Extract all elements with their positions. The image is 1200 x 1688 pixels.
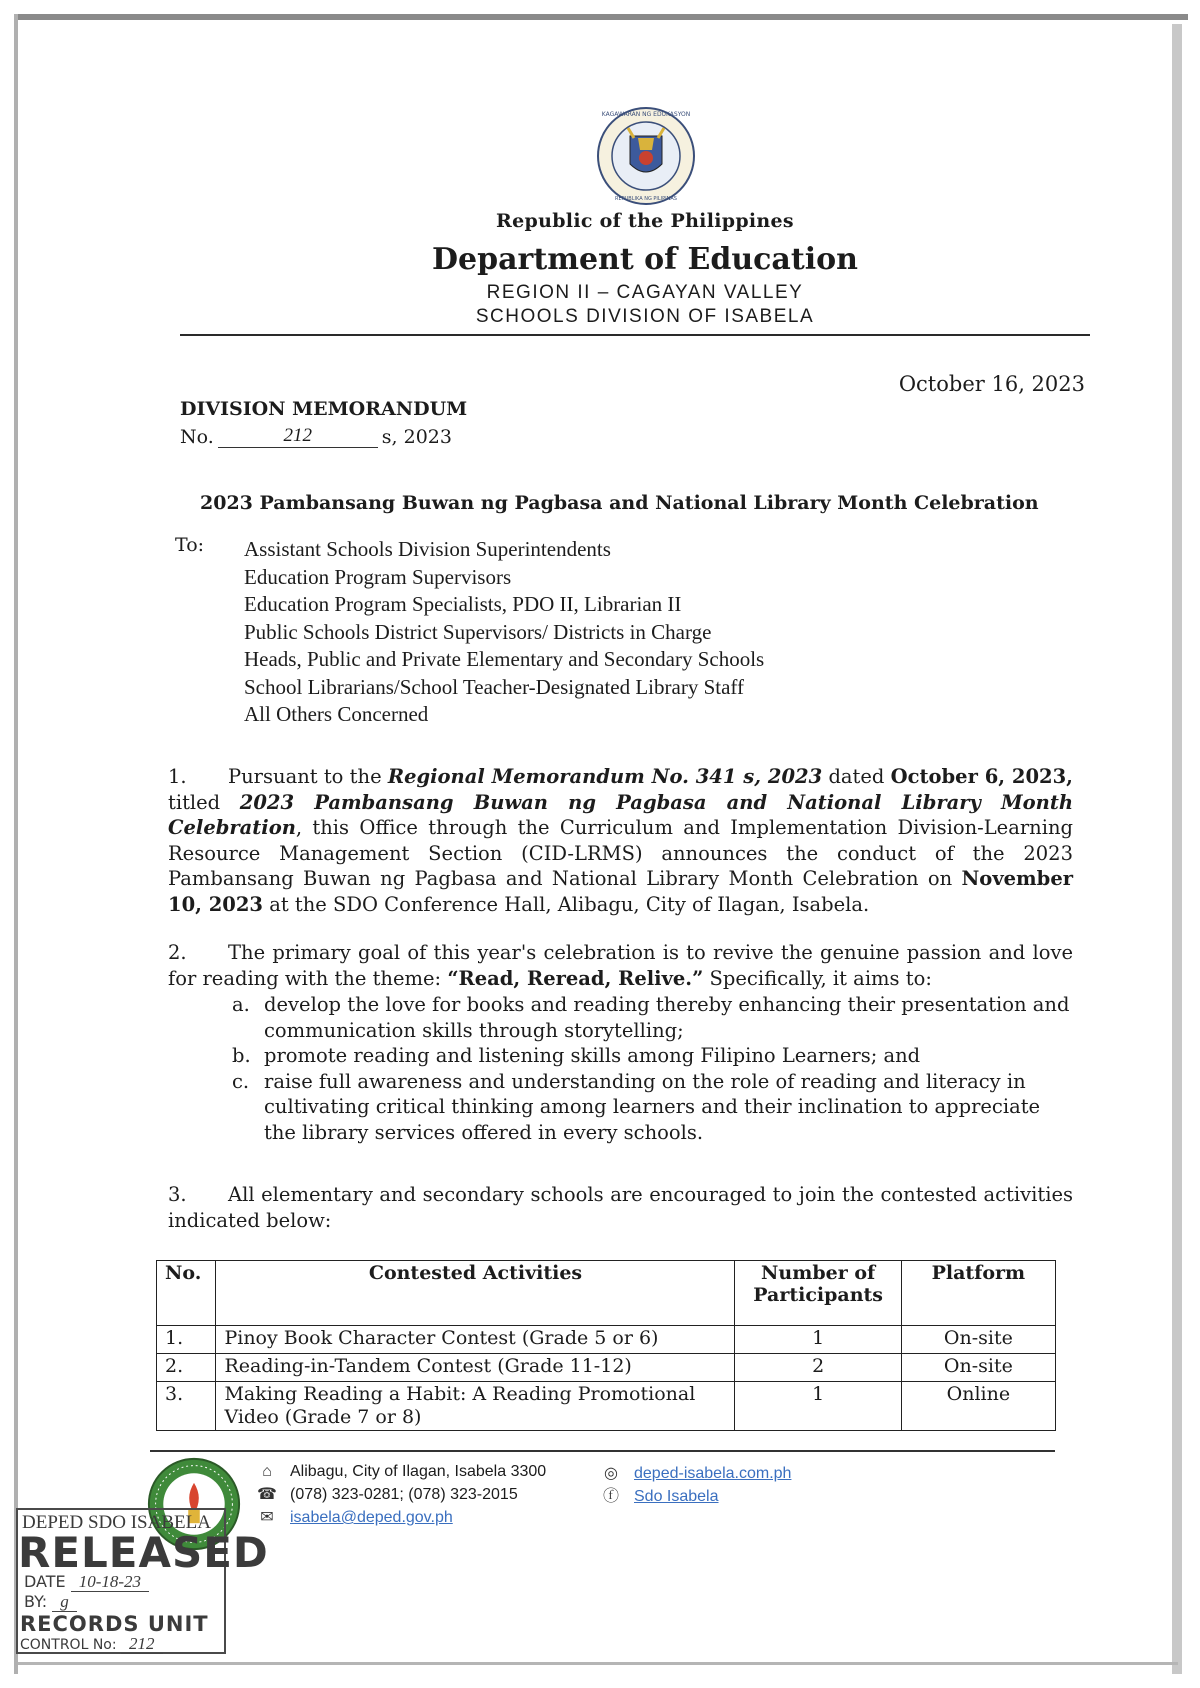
cell-platform: Online	[901, 1382, 1055, 1431]
recipient-item: Assistant Schools Division Superintendents	[244, 537, 611, 561]
seal-subtext: REPUBLIKA NG PILIPINAS	[615, 196, 677, 202]
division-heading: SCHOOLS DIVISION OF ISABELA	[475, 306, 815, 327]
regional-memo-title: 2023 Pambansang Buwan ng Pagbasa and National Library Month Celebration	[168, 790, 1073, 839]
col-header-no: No.	[157, 1261, 216, 1326]
recipient-list	[244, 536, 764, 729]
p1-text: dated	[822, 765, 891, 788]
footer-website-row	[600, 1462, 791, 1485]
footer-facebook-row	[600, 1485, 791, 1508]
footer-email-row	[256, 1506, 546, 1529]
paragraph-number: 3.	[168, 1183, 187, 1206]
scan-edge-right	[1172, 24, 1182, 1674]
cell-no: 3.	[157, 1382, 216, 1431]
table-row	[157, 1326, 1056, 1354]
stamp-control-value: 212	[121, 1634, 163, 1654]
scan-edge-bottom	[18, 1662, 1178, 1665]
stamp-date-value: 10-18-23	[71, 1572, 149, 1592]
department-heading: Department of Education	[432, 242, 858, 277]
cell-platform: On-site	[901, 1354, 1055, 1382]
header-divider	[180, 334, 1090, 336]
building-icon: ⌂	[262, 1463, 272, 1480]
cell-activity: Pinoy Book Character Contest (Grade 5 or 6)	[216, 1326, 735, 1354]
recipient-item: Education Program Supervisors	[244, 564, 512, 589]
stamp-status: RELEASED	[18, 1528, 269, 1577]
paragraph-number: 1.	[168, 765, 187, 788]
footer-phone: (078) 323-0281; (078) 323-2015	[290, 1486, 518, 1503]
deped-seal-icon	[596, 106, 696, 206]
stamp-unit: RECORDS UNIT	[20, 1612, 209, 1636]
aim-text: develop the love for books and reading thereby enhancing their presentation and communication skills through storytelling;	[264, 993, 1070, 1042]
aim-text: raise full awareness and understanding on the role of reading and literacy in cultivating critical thinking among learners and their inclination to appreciate the library services offered in every schools.	[264, 1069, 1041, 1144]
facebook-icon: ⓕ	[602, 1488, 619, 1505]
scan-edge-left	[14, 14, 18, 1674]
stamp-date-label: DATE	[24, 1572, 66, 1591]
phone-icon: ☎	[257, 1486, 277, 1503]
memo-title: DIVISION MEMORANDUM	[180, 398, 468, 420]
paragraph-3	[168, 1182, 1073, 1233]
cell-participants: 2	[735, 1354, 901, 1382]
cell-activity: Reading-in-Tandem Contest (Grade 11-12)	[216, 1354, 735, 1382]
stamp-office: DEPED SDO ISABELA	[22, 1512, 211, 1533]
aim-marker: b.	[232, 1044, 251, 1067]
p1-text: , this Office through the Curriculum and Implementation Division-Learning Resource Management Section (CID-LRMS) announces the conduct of the 2023 Pambansang Buwan ng Pagbasa and National Library Month Celebration on	[168, 816, 1073, 890]
cell-participants: 1	[735, 1382, 901, 1431]
republic-heading: Republic of the Philippines	[496, 210, 794, 232]
recipient-item: Public Schools District Supervisors/ Districts in Charge	[244, 619, 712, 644]
p1-text: Pursuant to the	[228, 765, 388, 788]
cell-activity: Making Reading a Habit: A Reading Promotional Video (Grade 7 or 8)	[216, 1382, 735, 1431]
p3-text: All elementary and secondary schools are encouraged to join the contested activities indicated below:	[168, 1183, 1073, 1232]
aim-item	[232, 1043, 1072, 1069]
aim-item	[232, 992, 1072, 1043]
table-header-row	[157, 1261, 1056, 1326]
paragraph-number: 2.	[168, 941, 187, 964]
paragraph-2	[168, 940, 1073, 991]
footer-address-row	[256, 1460, 546, 1483]
footer-website-link[interactable]: deped-isabela.com.ph	[634, 1465, 792, 1482]
footer-contact	[256, 1460, 546, 1529]
aim-item	[232, 1069, 1072, 1146]
cell-no: 1.	[157, 1326, 216, 1354]
footer-facebook-link[interactable]: Sdo Isabela	[634, 1488, 719, 1505]
stamp-by-label: BY:	[24, 1592, 48, 1611]
aim-marker: a.	[232, 993, 250, 1016]
aims-list	[232, 992, 1072, 1145]
contested-activities-table	[156, 1260, 1056, 1431]
recipient-item: Heads, Public and Private Elementary and Secondary Schools	[244, 647, 765, 671]
stamp-control-label: CONTROL No:	[20, 1637, 117, 1653]
cell-platform: On-site	[901, 1326, 1055, 1354]
memo-no-label: No.	[180, 426, 214, 448]
stamp-date-row	[24, 1572, 149, 1592]
table-row	[157, 1354, 1056, 1382]
memo-no-value: 212	[218, 425, 378, 448]
stamp-control-row	[20, 1634, 163, 1654]
aim-marker: c.	[232, 1069, 250, 1093]
globe-icon: ◎	[604, 1465, 618, 1482]
mail-icon: ✉	[260, 1509, 274, 1526]
recipient-item: Education Program Specialists, PDO II, Librarian II	[244, 592, 682, 616]
footer-email-link[interactable]: isabela@deped.gov.ph	[290, 1509, 453, 1526]
to-label: To:	[175, 534, 205, 556]
theme-text: “Read, Reread, Relive.”	[447, 966, 704, 990]
memo-number-line	[180, 425, 452, 448]
scan-edge-top	[18, 14, 1188, 20]
stamp-by-value: g	[52, 1592, 77, 1612]
memo-subject: 2023 Pambansang Buwan ng Pagbasa and National Library Month Celebration	[200, 492, 1039, 514]
p2-text: The primary goal of this year's celebration is to revive the genuine passion and love for reading with the theme:	[168, 941, 1073, 990]
memo-date: October 16, 2023	[898, 372, 1085, 396]
recipient-item: School Librarians/School Teacher-Designated Library Staff	[244, 674, 745, 699]
p1-text: at the SDO Conference Hall, Alibagu, City of Ilagan, Isabela.	[263, 892, 870, 916]
footer-phone-row	[256, 1483, 546, 1506]
regional-memo-ref: Regional Memorandum No. 341 s, 2023	[387, 765, 823, 788]
p1-text: titled	[168, 790, 240, 814]
p2-text: Specifically, it aims to:	[703, 966, 932, 990]
col-header-activity: Contested Activities	[216, 1261, 735, 1326]
footer-divider	[150, 1450, 1055, 1452]
cell-no: 2.	[157, 1354, 216, 1382]
released-stamp	[16, 1508, 269, 1654]
aim-text: promote reading and listening skills among Filipino Learners; and	[264, 1044, 921, 1067]
stamp-by-row	[24, 1592, 77, 1612]
recipient-item: All Others Concerned	[244, 702, 429, 726]
regional-memo-date: October 6, 2023,	[890, 765, 1073, 788]
paragraph-1	[168, 764, 1073, 917]
footer-address: Alibagu, City of Ilagan, Isabela 3300	[290, 1463, 547, 1480]
footer-online	[600, 1462, 791, 1508]
region-heading: REGION II – CAGAYAN VALLEY	[486, 282, 804, 303]
event-date: November 10, 2023	[168, 867, 1073, 916]
seal-text: KAGAWARAN NG EDUKASYON	[601, 111, 691, 118]
col-header-participants: Number of Participants	[735, 1261, 901, 1326]
memo-series: s, 2023	[381, 426, 452, 448]
cell-participants: 1	[735, 1326, 901, 1354]
table-row	[157, 1382, 1056, 1431]
col-header-platform: Platform	[901, 1261, 1055, 1326]
